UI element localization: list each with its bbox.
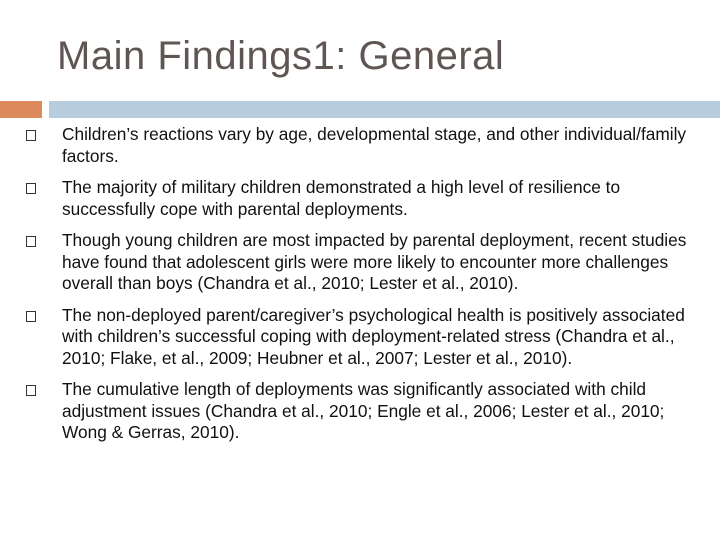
square-bullet-icon <box>26 183 36 194</box>
bullet-text: Though young children are most impacted by parental deployment, recent studies have found that adolescent girls were more likely to encounter more challenges overall than boys (Chandra et al., 2010; Lester et al., 2010). <box>62 230 687 293</box>
square-bullet-icon <box>26 385 36 396</box>
bullet-list <box>0 124 720 454</box>
bullet-item <box>0 230 720 295</box>
bullet-item <box>0 305 720 370</box>
square-bullet-icon <box>26 130 36 141</box>
bullet-text: The majority of military children demonstrated a high level of resilience to successfully cope with parental deployments. <box>62 177 621 219</box>
bullet-text: Children’s reactions vary by age, developmental stage, and other individual/family factors. <box>62 124 687 166</box>
square-bullet-icon <box>26 311 36 322</box>
slide-title: Main Findings1: General <box>57 34 505 78</box>
bullet-text: The cumulative length of deployments was significantly associated with child adjustment issues (Chandra et al., 2010; Engle et al., 2006; Lester et al., 2010; Wong & Gerras, 2010). <box>62 379 665 442</box>
header-rule-bar <box>49 101 720 118</box>
bullet-item <box>0 379 720 444</box>
accent-bar <box>0 101 42 118</box>
bullet-text: The non-deployed parent/caregiver’s psychological health is positively associated with children’s successful coping with deployment-related stress (Chandra et al., 2010; Flake, et al., 2009; Heubner et al., 2007; Lester et al., 2010). <box>62 304 685 368</box>
bullet-item <box>0 124 720 167</box>
bullet-item <box>0 177 720 220</box>
square-bullet-icon <box>26 236 36 247</box>
